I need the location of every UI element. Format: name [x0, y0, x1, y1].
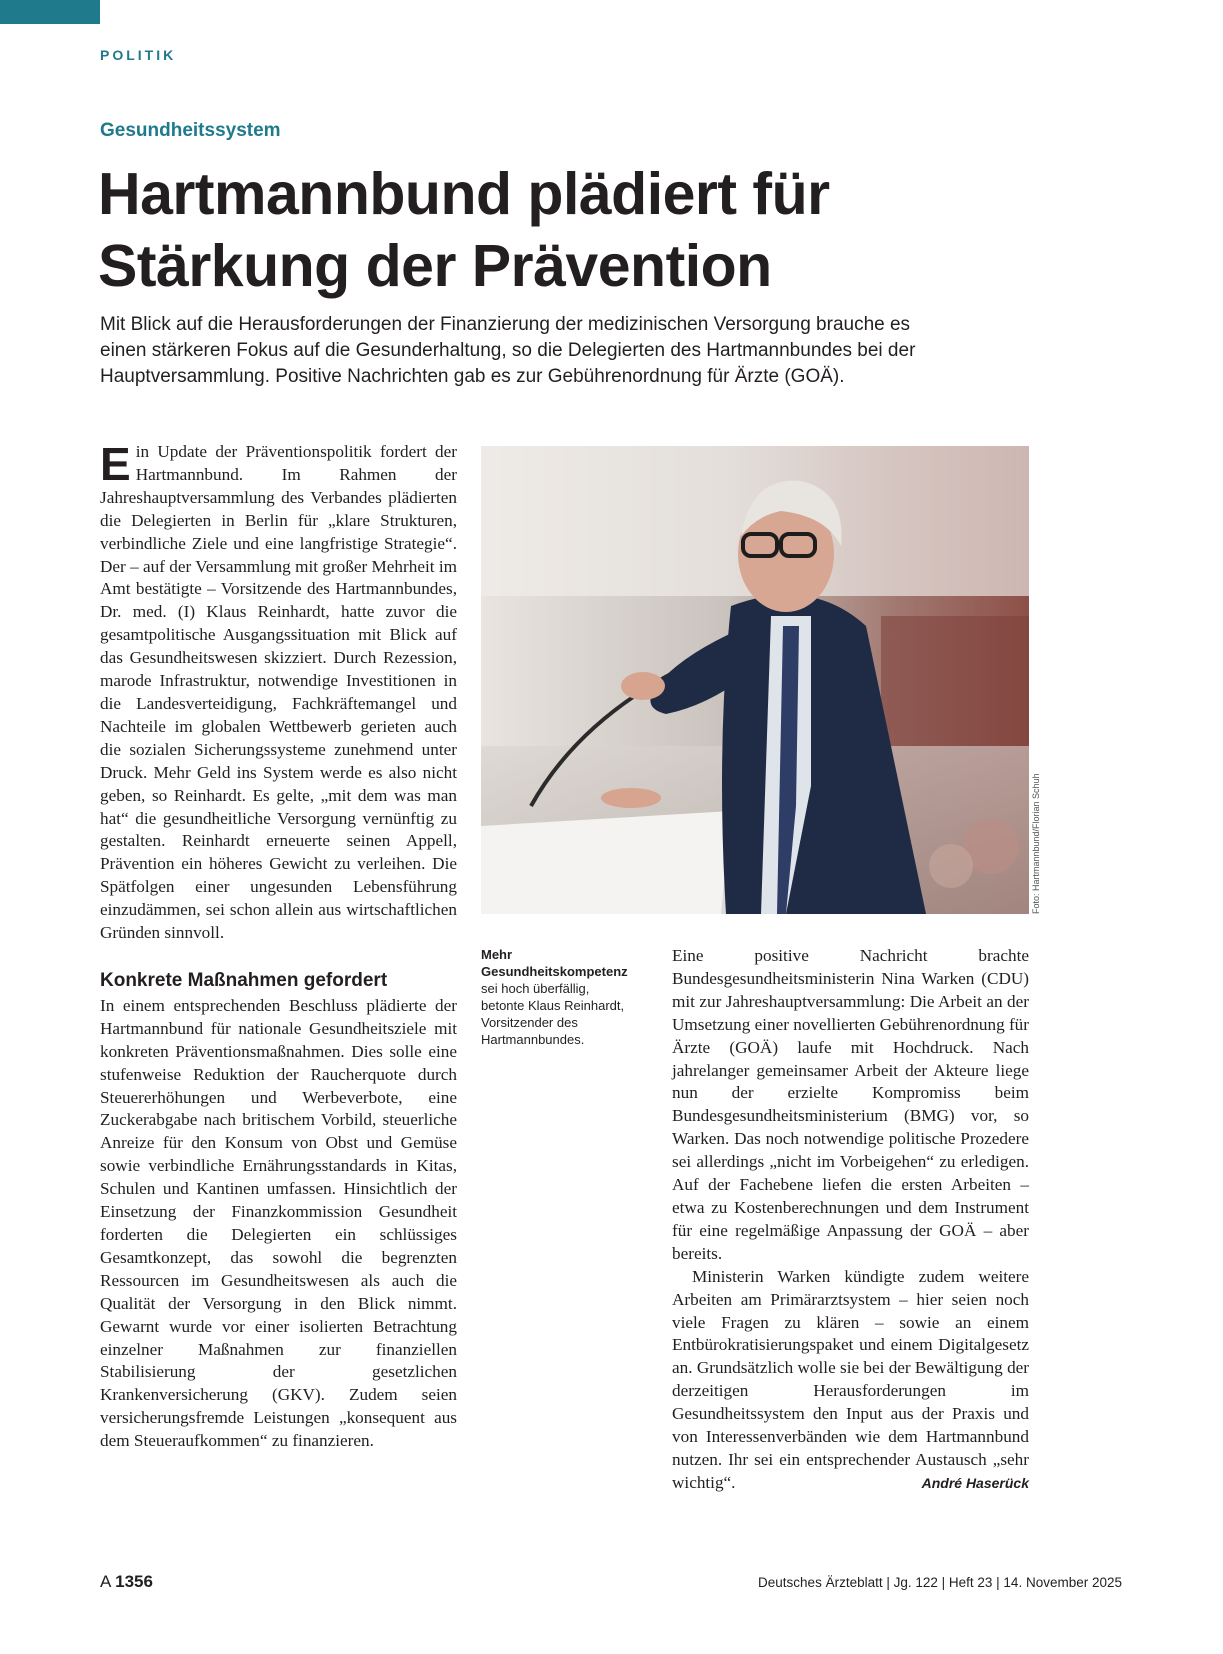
- text-column-left: [100, 438, 457, 1453]
- article-kicker: Gesundheitssystem: [100, 120, 281, 141]
- article-lead: Mit Blick auf die Herausforderungen der Finanzierung der medizinischen Versorgung brauche es einen stärkeren Fokus auf die Gesunderhaltung, so die Delegierten des Hartmannbundes bei der Hauptversammlung. Positive Nachrichten gab es zur Gebührenordnung für Ärzte (GOÄ).: [100, 314, 916, 387]
- author-byline: André Haserück: [921, 1474, 1029, 1491]
- section-label: POLITIK: [100, 47, 177, 63]
- publication-info: Deutsches Ärzteblatt | Jg. 122 | Heft 23 | 14. November 2025: [758, 1575, 1122, 1590]
- text-column-right: [672, 945, 1029, 1495]
- paragraph-intro: [100, 438, 457, 945]
- article-photo: [481, 446, 1029, 914]
- paragraph-warken: [672, 1266, 1029, 1495]
- dropcap: E: [100, 438, 131, 490]
- paragraph-warken-text: Ministerin Warken kündigte zudem weitere Arbeiten am Primärarztsystem – hier seien noch viele Fragen zu klären – sowie an einem Entbürokratisierungspaket und einem Digitalgesetz an. Grundsätzlich wolle sie bei der Bewältigung der derzeitigen Herausforderungen im Gesundheitssystem den Input aus der Praxis und von Interessenverbänden wie dem Hartmannbund nutzen. Ihr sei ein entsprechender Austausch „sehr wichtig“.: [672, 1266, 1030, 1492]
- accent-bar: [0, 0, 100, 24]
- page-number-value: 1356: [115, 1572, 153, 1591]
- page-number: [100, 1572, 153, 1592]
- headline-line-1: Hartmannbund plädiert für: [98, 161, 830, 227]
- speaker-photo-illustration: [481, 446, 1029, 914]
- caption-text: sei hoch überfällig, betonte Klaus Reinhardt, Vorsitzender des Hartmannbundes.: [481, 981, 625, 1047]
- paragraph-measures: In einem entsprechenden Beschluss plädierte der Hartmannbund für nationale Gesundheitsziele mit konkreten Präventionsmaßnahmen. Dies solle eine stufenweise Reduktion der Raucherquote durch Steuererhöhungen und Werbeverbote, eine Zuckerabgabe nach britischem Vorbild, steuerliche Anreize für den Konsum von Obst und Gemüse sowie verbindliche Ernährungsstandards in Kitas, Schulen und Kantinen umfassen. Hinsichtlich der Einsetzung der Finanzkommission Gesundheit forderten die Delegierten ein schlüssiges Gesamtkonzept, das sowohl die begrenzten Ressourcen im Gesundheitswesen als auch die Qualität der Versorgung in den Blick nimmt. Gewarnt wurde vor einer isolierten Betrachtung einzelner Maßnahmen zur finanziellen Stabilisierung der gesetzlichen Krankenversicherung (GKV). Zudem seien versicherungsfremde Leistungen „konsequent aus dem Steueraufkommen“ zu finanzieren.: [100, 995, 457, 1451]
- photo-caption: [481, 946, 631, 1048]
- paragraph-intro-text: in Update der Präventionspolitik fordert der Hartmannbund. Im Rahmen der Jahreshauptversammlung des Verbandes plädierten die Delegierten in Berlin für „klare Strukturen, verbindliche Ziele und eine langfristige Strategie“. Der – auf der Versammlung mit großer Mehrheit im Amt bestätigte – Vorsitzende des Hartmannbundes, Dr. med. (I) Klaus Reinhardt, hatte zuvor die gesamtpolitische Ausgangssituation mit Blick auf das Gesundheitswesen skizziert. Durch Rezession, marode Infrastruktur, notwendige Investitionen in die Landesverteidigung, Fachkräftemangel und Nachteile im globalen Wettbewerb gerieten auch die sozialen Sicherungssysteme zunehmend unter Druck. Mehr Geld ins System werde es also nicht geben, so Reinhardt. Es gelte, „mit dem was man hat“ die gesundheitliche Versorgung vernünftig zu gestalten. Reinhardt erneuerte seinen Appell, Prävention ein höheres Gewicht zu verleihen. Die Spätfolgen einer ungesunden Lebensführung einzudämmen, sei schon allein aus wirtschaftlichen Gründen sinnvoll.: [100, 442, 457, 943]
- subheading: Konkrete Maßnahmen gefordert: [100, 969, 388, 991]
- page-prefix: A: [100, 1572, 111, 1591]
- paragraph-goae: Eine positive Nachricht brachte Bundesgesundheitsministerin Nina Warken (CDU) mit zur Jahreshauptversammlung: Die Arbeit an der Umsetzung einer novellierten Gebührenordnung für Ärzte (GOÄ) laufe mit Hochdruck. Nach jahrelanger gemeinsamer Arbeit der Akteure liege nun der erzielte Kompromiss beim Bundesgesundheitsministerium (BMG) vor, so Warken. Das noch notwendige politische Prozedere sei allerdings „nicht im Vorbeigehen“ zu erledigen. Auf der Fachebene liefen die ersten Arbeiten – etwa zu Kostenberechnungen und dem Instrument für eine regelmäßige Anpassung der GOÄ – aber bereits.: [672, 946, 1030, 1263]
- photo-credit: Foto: Hartmannbund/Florian Schuh: [1031, 773, 1041, 914]
- headline-line-2: Stärkung der Prävention: [98, 233, 772, 299]
- article-headline: [98, 158, 998, 302]
- caption-bold: Mehr Gesundheitskompetenz: [481, 947, 628, 979]
